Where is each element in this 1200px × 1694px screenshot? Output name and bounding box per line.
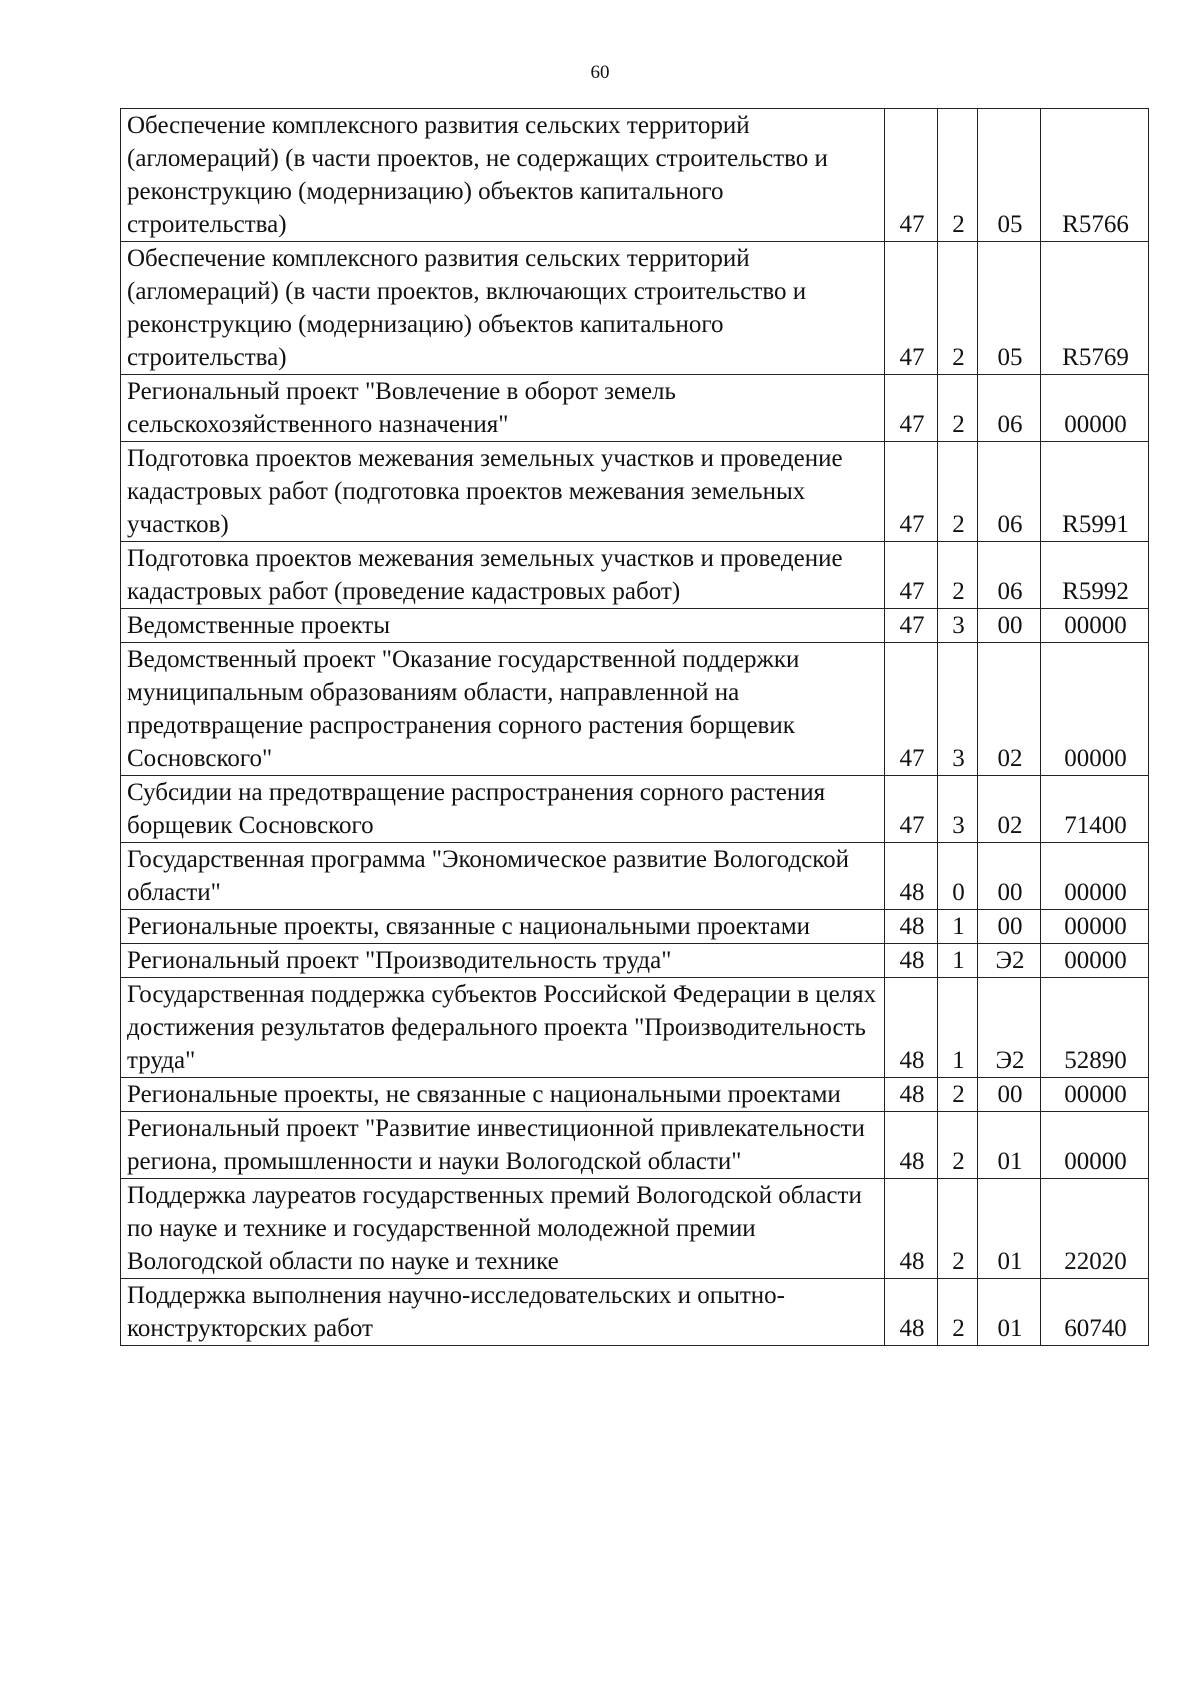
program-code-cell: 48 — [885, 1179, 938, 1279]
item-name-cell: Ведомственный проект "Оказание государственной поддержки муниципальным образованиям области, направленной на предотвращение распространения сорного растения борщевик Сосновского" — [121, 643, 885, 776]
table-row — [121, 609, 1149, 643]
program-code-cell: 47 — [885, 442, 938, 542]
project-code-cell: 00 — [978, 843, 1041, 910]
item-name-cell: Обеспечение комплексного развития сельских территорий (агломераций) (в части проектов, включающих строительство и реконструкцию (модернизацию) объектов капитального строительства) — [121, 242, 885, 375]
table-row — [121, 442, 1149, 542]
program-code-cell: 48 — [885, 1112, 938, 1179]
direction-code-cell: R5991 — [1041, 442, 1149, 542]
program-code-cell: 48 — [885, 944, 938, 978]
subprogram-code-cell: 0 — [938, 843, 978, 910]
table-row — [121, 910, 1149, 944]
project-code-cell: 01 — [978, 1279, 1041, 1346]
project-code-cell: 06 — [978, 542, 1041, 609]
table-row — [121, 978, 1149, 1078]
subprogram-code-cell: 2 — [938, 1078, 978, 1112]
table-row — [121, 375, 1149, 442]
subprogram-code-cell: 2 — [938, 442, 978, 542]
subprogram-code-cell: 2 — [938, 242, 978, 375]
project-code-cell: 02 — [978, 643, 1041, 776]
program-code-cell: 47 — [885, 242, 938, 375]
program-code-cell: 48 — [885, 843, 938, 910]
table-row — [121, 1179, 1149, 1279]
program-code-cell: 47 — [885, 643, 938, 776]
table-row — [121, 109, 1149, 242]
program-code-cell: 47 — [885, 776, 938, 843]
program-code-cell: 47 — [885, 375, 938, 442]
program-code-cell: 48 — [885, 1078, 938, 1112]
direction-code-cell: 00000 — [1041, 1112, 1149, 1179]
direction-code-cell: 71400 — [1041, 776, 1149, 843]
direction-code-cell: R5766 — [1041, 109, 1149, 242]
item-name-cell: Региональный проект "Развитие инвестиционной привлекательности региона, промышленности и науки Вологодской области" — [121, 1112, 885, 1179]
subprogram-code-cell: 2 — [938, 542, 978, 609]
item-name-cell: Государственная поддержка субъектов Российской Федерации в целях достижения результатов федерального проекта "Производительность труда" — [121, 978, 885, 1078]
program-code-cell: 47 — [885, 609, 938, 643]
project-code-cell: Э2 — [978, 944, 1041, 978]
subprogram-code-cell: 2 — [938, 1112, 978, 1179]
subprogram-code-cell: 3 — [938, 776, 978, 843]
direction-code-cell: 00000 — [1041, 1078, 1149, 1112]
table-row — [121, 776, 1149, 843]
item-name-cell: Региональный проект "Вовлечение в оборот земель сельскохозяйственного назначения" — [121, 375, 885, 442]
item-name-cell: Ведомственные проекты — [121, 609, 885, 643]
project-code-cell: 00 — [978, 910, 1041, 944]
direction-code-cell: 52890 — [1041, 978, 1149, 1078]
table-row — [121, 242, 1149, 375]
subprogram-code-cell: 1 — [938, 944, 978, 978]
page-number: 60 — [590, 62, 610, 83]
subprogram-code-cell: 1 — [938, 910, 978, 944]
project-code-cell: 06 — [978, 375, 1041, 442]
project-code-cell: 05 — [978, 109, 1041, 242]
item-name-cell: Поддержка лауреатов государственных премий Вологодской области по науке и технике и государственной молодежной премии Вологодской области по науке и технике — [121, 1179, 885, 1279]
direction-code-cell: 22020 — [1041, 1179, 1149, 1279]
item-name-cell: Региональные проекты, не связанные с национальными проектами — [121, 1078, 885, 1112]
program-code-cell: 47 — [885, 109, 938, 242]
project-code-cell: 00 — [978, 609, 1041, 643]
project-code-cell: 05 — [978, 242, 1041, 375]
table-row — [121, 1112, 1149, 1179]
table-row — [121, 1078, 1149, 1112]
subprogram-code-cell: 3 — [938, 609, 978, 643]
subprogram-code-cell: 1 — [938, 978, 978, 1078]
item-name-cell: Государственная программа "Экономическое развитие Вологодской области" — [121, 843, 885, 910]
project-code-cell: 01 — [978, 1112, 1041, 1179]
table-row — [121, 843, 1149, 910]
subprogram-code-cell: 3 — [938, 643, 978, 776]
direction-code-cell: 60740 — [1041, 1279, 1149, 1346]
direction-code-cell: 00000 — [1041, 944, 1149, 978]
table-row — [121, 1279, 1149, 1346]
program-code-cell: 48 — [885, 978, 938, 1078]
direction-code-cell: 00000 — [1041, 910, 1149, 944]
direction-code-cell: R5769 — [1041, 242, 1149, 375]
direction-code-cell: 00000 — [1041, 643, 1149, 776]
subprogram-code-cell: 2 — [938, 1279, 978, 1346]
item-name-cell: Подготовка проектов межевания земельных участков и проведение кадастровых работ (подготовка проектов межевания земельных участков) — [121, 442, 885, 542]
program-code-cell: 48 — [885, 1279, 938, 1346]
item-name-cell: Обеспечение комплексного развития сельских территорий (агломераций) (в части проектов, не содержащих строительство и реконструкцию (модернизацию) объектов капитального строительства) — [121, 109, 885, 242]
project-code-cell: 00 — [978, 1078, 1041, 1112]
project-code-cell: Э2 — [978, 978, 1041, 1078]
item-name-cell: Региональный проект "Производительность труда" — [121, 944, 885, 978]
item-name-cell: Поддержка выполнения научно-исследовательских и опытно-конструкторских работ — [121, 1279, 885, 1346]
item-name-cell: Субсидии на предотвращение распространения сорного растения борщевик Сосновского — [121, 776, 885, 843]
item-name-cell: Подготовка проектов межевания земельных участков и проведение кадастровых работ (проведение кадастровых работ) — [121, 542, 885, 609]
program-code-cell: 47 — [885, 542, 938, 609]
table-row — [121, 643, 1149, 776]
table-body — [121, 109, 1149, 1346]
table-row — [121, 944, 1149, 978]
subprogram-code-cell: 2 — [938, 375, 978, 442]
direction-code-cell: 00000 — [1041, 609, 1149, 643]
project-code-cell: 06 — [978, 442, 1041, 542]
item-name-cell: Региональные проекты, связанные с национальными проектами — [121, 910, 885, 944]
subprogram-code-cell: 2 — [938, 1179, 978, 1279]
subprogram-code-cell: 2 — [938, 109, 978, 242]
program-code-cell: 48 — [885, 910, 938, 944]
budget-classification-table — [120, 108, 1149, 1346]
project-code-cell: 01 — [978, 1179, 1041, 1279]
direction-code-cell: 00000 — [1041, 843, 1149, 910]
direction-code-cell: 00000 — [1041, 375, 1149, 442]
direction-code-cell: R5992 — [1041, 542, 1149, 609]
project-code-cell: 02 — [978, 776, 1041, 843]
table-row — [121, 542, 1149, 609]
